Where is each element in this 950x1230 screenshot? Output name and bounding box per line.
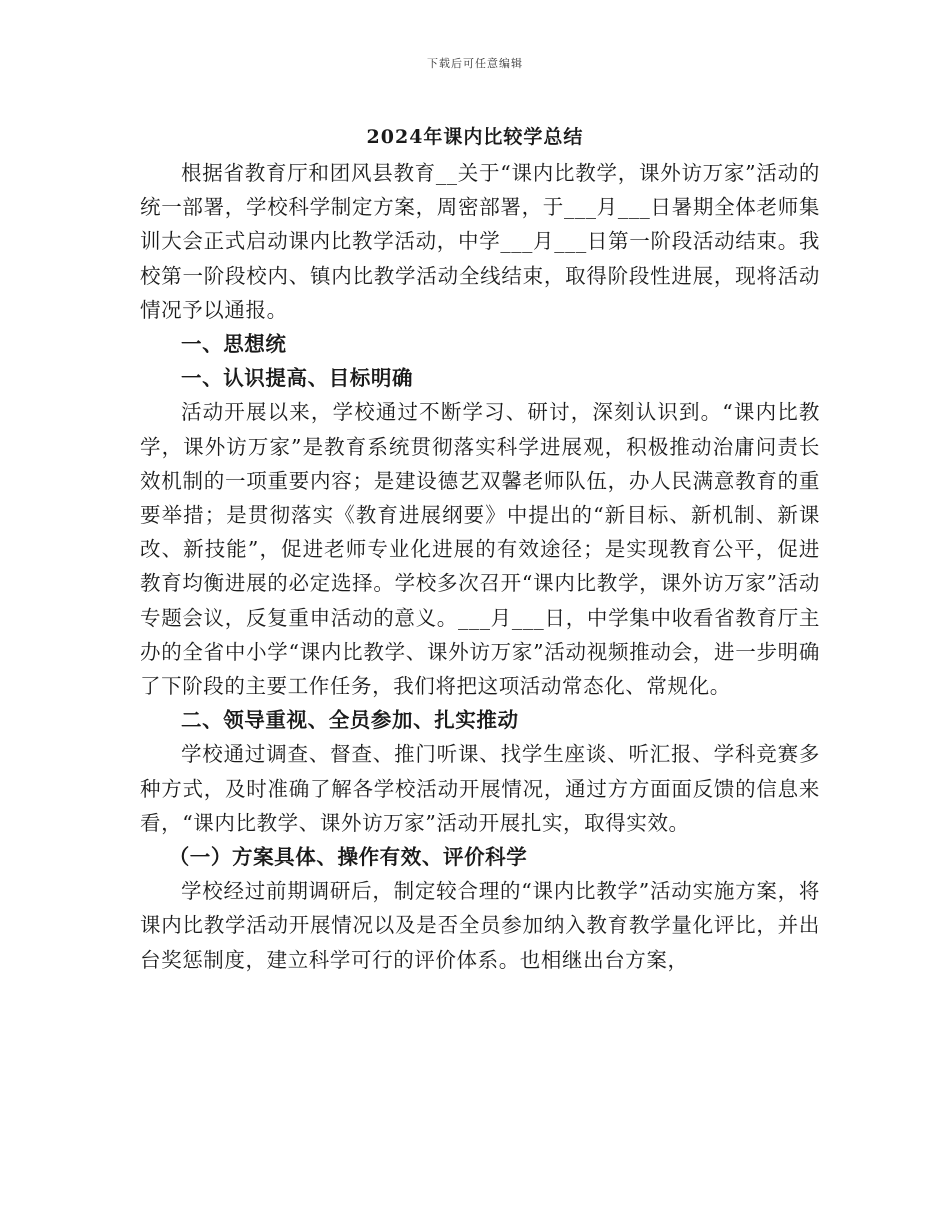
heading-section-1: 一、思想统 <box>181 332 287 357</box>
paragraph-intro: 根据省教育厅和团风县教育__关于“课内比教学，课外访万家”活动的统一部署，学校科学制定方案，周密部署，于___月___日暑期全体老师集训大会正式启动课内比教学活动，中学___月___日第一阶段活动结束。我校第一阶段校内、镇内比教学活动全线结束，取得阶段性进展，现将活动情况予以通报。 <box>140 161 820 322</box>
document-title: 2024年课内比较学总结 <box>366 126 584 148</box>
paragraph-plan: 学校经过前期调研后，制定较合理的“课内比教学”活动实施方案，将课内比教学活动开展情况以及是否全员参加纳入教育教学量化评比，并出台奖惩制度，建立科学可行的评价体系。也相继出台方案， <box>140 879 820 972</box>
paragraph-awareness: 活动开展以来，学校通过不断学习、研讨，深刻认识到。“课内比教学，课外访万家”是教育系统贯彻落实科学进展观，积极推动治庸问责长效机制的一项重要内容；是建设德艺双馨老师队伍，办人民满意教育的重要举措；是贯彻落实《教育进展纲要》中提出的“新目标、新机制、新课改、新技能”，促进老师专业化进展的有效途径；是实现教育公平，促进教育均衡进展的必定选择。学校多次召开“课内比教学，课外访万家”活动专题会议，反复重申活动的意义。___月___日，中学集中收看省教育厅主办的全省中小学“课内比教学、课外访万家”活动视频推动会，进一步明确了下阶段的主要工作任务，我们将把这项活动常态化、常规化。 <box>140 400 820 699</box>
header-note: 下载后可任意编辑 <box>427 57 523 70</box>
paragraph-inspection: 学校通过调查、督查、推门听课、找学生座谈、听汇报、学科竞赛多种方式，及时准确了解各学校活动开展情况，通过方方面面反馈的信息来看，“课内比教学、课外访万家”活动开展扎实，取得实效。 <box>140 742 820 835</box>
heading-subsection-1: （一）方案具体、操作有效、评价科学 <box>168 845 528 870</box>
heading-section-1-goal: 一、认识提高、目标明确 <box>181 366 414 391</box>
document-body <box>140 156 820 977</box>
heading-section-2: 二、领导重视、全员参加、扎实推动 <box>181 708 519 733</box>
